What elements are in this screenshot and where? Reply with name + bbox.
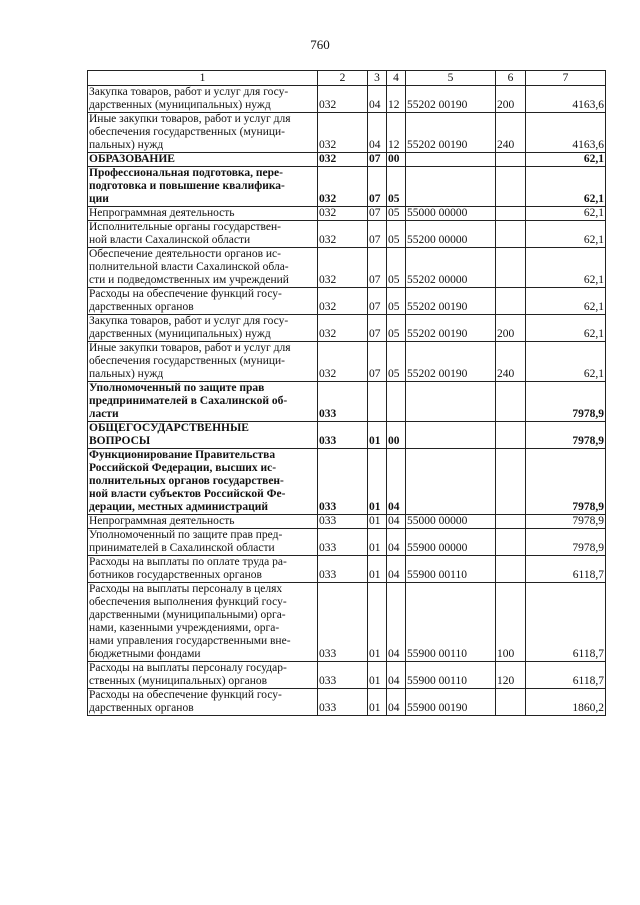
amount-cell: 6118,7 bbox=[526, 583, 606, 662]
amount-cell: 7978,9 bbox=[526, 382, 606, 422]
expense-type-cell bbox=[496, 422, 526, 449]
subsection-cell: 04 bbox=[387, 449, 406, 515]
table-row bbox=[88, 422, 606, 449]
expense-type-cell bbox=[496, 248, 526, 288]
amount-cell: 62,1 bbox=[526, 221, 606, 248]
row-name-cell: Функционирование Правительства Российской Федерации, высших ис- полнительных органов государствен- ной власти субъектов Российской Фе- дерации, местных администраций bbox=[88, 449, 318, 515]
target-article-cell bbox=[406, 382, 496, 422]
subsection-cell: 00 bbox=[387, 153, 406, 167]
expense-type-cell bbox=[496, 153, 526, 167]
expense-type-cell: 120 bbox=[496, 662, 526, 689]
section-cell: 07 bbox=[368, 248, 387, 288]
row-name-cell: Расходы на выплаты персоналу государ- ственных (муниципальных) органов bbox=[88, 662, 318, 689]
section-cell: 07 bbox=[368, 315, 387, 342]
expense-type-cell bbox=[496, 689, 526, 716]
subsection-cell: 05 bbox=[387, 288, 406, 315]
expense-type-cell: 240 bbox=[496, 342, 526, 382]
section-cell: 07 bbox=[368, 221, 387, 248]
target-article-cell: 55900 00110 bbox=[406, 556, 496, 583]
section-cell: 01 bbox=[368, 689, 387, 716]
code-cell: 033 bbox=[318, 422, 368, 449]
subsection-cell: 04 bbox=[387, 662, 406, 689]
row-name-cell: Расходы на обеспечение функций госу- дарственных органов bbox=[88, 288, 318, 315]
row-name-cell: Расходы на выплаты по оплате труда ра- ботников государственных органов bbox=[88, 556, 318, 583]
section-cell: 04 bbox=[368, 113, 387, 153]
target-article-cell: 55202 00190 bbox=[406, 113, 496, 153]
target-article-cell: 55900 00190 bbox=[406, 689, 496, 716]
code-cell: 033 bbox=[318, 449, 368, 515]
subsection-cell: 05 bbox=[387, 221, 406, 248]
amount-cell: 7978,9 bbox=[526, 422, 606, 449]
section-cell: 04 bbox=[368, 86, 387, 113]
amount-cell: 62,1 bbox=[526, 167, 606, 207]
column-header: 2 bbox=[318, 71, 368, 86]
row-name-cell: ОБРАЗОВАНИЕ bbox=[88, 153, 318, 167]
target-article-cell: 55202 00190 bbox=[406, 315, 496, 342]
section-cell: 01 bbox=[368, 662, 387, 689]
table-row bbox=[88, 167, 606, 207]
table-body bbox=[88, 86, 606, 716]
row-name-cell: Обеспечение деятельности органов ис- полнительной власти Сахалинской обла- сти и подведомственных им учреждений bbox=[88, 248, 318, 288]
row-name-cell: Профессиональная подготовка, пере- подготовка и повышение квалифика- ции bbox=[88, 167, 318, 207]
amount-cell: 62,1 bbox=[526, 207, 606, 221]
table-row bbox=[88, 288, 606, 315]
section-cell: 07 bbox=[368, 288, 387, 315]
target-article-cell: 55900 00000 bbox=[406, 529, 496, 556]
table-row bbox=[88, 515, 606, 529]
code-cell: 032 bbox=[318, 167, 368, 207]
amount-cell: 62,1 bbox=[526, 153, 606, 167]
target-article-cell: 55202 00190 bbox=[406, 288, 496, 315]
table-row bbox=[88, 556, 606, 583]
subsection-cell: 04 bbox=[387, 515, 406, 529]
target-article-cell: 55000 00000 bbox=[406, 515, 496, 529]
table-row bbox=[88, 113, 606, 153]
section-cell bbox=[368, 382, 387, 422]
subsection-cell: 04 bbox=[387, 556, 406, 583]
row-name-cell: Иные закупки товаров, работ и услуг для обеспечения государственных (муници- пальных) нужд bbox=[88, 342, 318, 382]
column-header: 4 bbox=[387, 71, 406, 86]
table-row bbox=[88, 86, 606, 113]
subsection-cell: 04 bbox=[387, 689, 406, 716]
section-cell: 07 bbox=[368, 207, 387, 221]
code-cell: 032 bbox=[318, 207, 368, 221]
column-header: 7 bbox=[526, 71, 606, 86]
target-article-cell: 55202 00000 bbox=[406, 248, 496, 288]
column-header: 6 bbox=[496, 71, 526, 86]
code-cell: 032 bbox=[318, 288, 368, 315]
subsection-cell: 04 bbox=[387, 583, 406, 662]
code-cell: 033 bbox=[318, 689, 368, 716]
code-cell: 033 bbox=[318, 556, 368, 583]
code-cell: 032 bbox=[318, 342, 368, 382]
table-row bbox=[88, 662, 606, 689]
expense-type-cell: 100 bbox=[496, 583, 526, 662]
expense-type-cell bbox=[496, 556, 526, 583]
table-row bbox=[88, 153, 606, 167]
row-name-cell: Уполномоченный по защите прав предпринимателей в Сахалинской об- ласти bbox=[88, 382, 318, 422]
subsection-cell: 12 bbox=[387, 113, 406, 153]
amount-cell: 62,1 bbox=[526, 315, 606, 342]
row-name-cell: ОБЩЕГОСУДАРСТВЕННЫЕ ВОПРОСЫ bbox=[88, 422, 318, 449]
code-cell: 033 bbox=[318, 529, 368, 556]
column-header: 1 bbox=[88, 71, 318, 86]
section-cell: 07 bbox=[368, 342, 387, 382]
subsection-cell: 05 bbox=[387, 315, 406, 342]
code-cell: 033 bbox=[318, 382, 368, 422]
row-name-cell: Расходы на обеспечение функций госу- дарственных органов bbox=[88, 689, 318, 716]
row-name-cell: Непрограммная деятельность bbox=[88, 207, 318, 221]
subsection-cell: 05 bbox=[387, 207, 406, 221]
code-cell: 032 bbox=[318, 113, 368, 153]
target-article-cell: 55202 00190 bbox=[406, 342, 496, 382]
code-cell: 033 bbox=[318, 583, 368, 662]
code-cell: 032 bbox=[318, 86, 368, 113]
table-row bbox=[88, 689, 606, 716]
row-name-cell: Расходы на выплаты персоналу в целях обеспечения выполнения функций госу- дарственными (муниципальными) орга- нами, казенными учреждениями, орга- нами управления государственными вне- бюджетными фондами bbox=[88, 583, 318, 662]
amount-cell: 7978,9 bbox=[526, 529, 606, 556]
section-cell: 01 bbox=[368, 529, 387, 556]
target-article-cell bbox=[406, 422, 496, 449]
target-article-cell bbox=[406, 153, 496, 167]
table-header-row bbox=[88, 71, 606, 86]
target-article-cell: 55000 00000 bbox=[406, 207, 496, 221]
row-name-cell: Исполнительные органы государствен- ной власти Сахалинской области bbox=[88, 221, 318, 248]
amount-cell: 62,1 bbox=[526, 342, 606, 382]
expense-type-cell bbox=[496, 207, 526, 221]
expense-type-cell: 200 bbox=[496, 315, 526, 342]
table-row bbox=[88, 315, 606, 342]
table-row bbox=[88, 342, 606, 382]
budget-table bbox=[87, 70, 606, 716]
subsection-cell: 05 bbox=[387, 342, 406, 382]
subsection-cell: 05 bbox=[387, 248, 406, 288]
amount-cell: 6118,7 bbox=[526, 556, 606, 583]
expense-type-cell bbox=[496, 288, 526, 315]
section-cell: 07 bbox=[368, 153, 387, 167]
table-row bbox=[88, 449, 606, 515]
expense-type-cell: 240 bbox=[496, 113, 526, 153]
row-name-cell: Уполномоченный по защите прав пред- принимателей в Сахалинской области bbox=[88, 529, 318, 556]
table-row bbox=[88, 583, 606, 662]
target-article-cell bbox=[406, 449, 496, 515]
amount-cell: 62,1 bbox=[526, 248, 606, 288]
section-cell: 07 bbox=[368, 167, 387, 207]
section-cell: 01 bbox=[368, 422, 387, 449]
amount-cell: 6118,7 bbox=[526, 662, 606, 689]
column-header: 3 bbox=[368, 71, 387, 86]
expense-type-cell bbox=[496, 449, 526, 515]
page-number: 760 bbox=[310, 37, 330, 52]
amount-cell: 7978,9 bbox=[526, 449, 606, 515]
subsection-cell: 12 bbox=[387, 86, 406, 113]
code-cell: 032 bbox=[318, 153, 368, 167]
amount-cell: 7978,9 bbox=[526, 515, 606, 529]
row-name-cell: Иные закупки товаров, работ и услуг для обеспечения государственных (муници- пальных) нужд bbox=[88, 113, 318, 153]
subsection-cell bbox=[387, 382, 406, 422]
amount-cell: 4163,6 bbox=[526, 86, 606, 113]
section-cell: 01 bbox=[368, 449, 387, 515]
target-article-cell: 55202 00190 bbox=[406, 86, 496, 113]
row-name-cell: Закупка товаров, работ и услуг для госу- дарственных (муниципальных) нужд bbox=[88, 315, 318, 342]
code-cell: 032 bbox=[318, 315, 368, 342]
expense-type-cell bbox=[496, 382, 526, 422]
section-cell: 01 bbox=[368, 583, 387, 662]
row-name-cell: Непрограммная деятельность bbox=[88, 515, 318, 529]
expense-type-cell: 200 bbox=[496, 86, 526, 113]
table-row bbox=[88, 248, 606, 288]
code-cell: 032 bbox=[318, 221, 368, 248]
row-name-cell: Закупка товаров, работ и услуг для госу- дарственных (муниципальных) нужд bbox=[88, 86, 318, 113]
expense-type-cell bbox=[496, 529, 526, 556]
target-article-cell: 55900 00110 bbox=[406, 662, 496, 689]
amount-cell: 1860,2 bbox=[526, 689, 606, 716]
column-header: 5 bbox=[406, 71, 496, 86]
subsection-cell: 00 bbox=[387, 422, 406, 449]
subsection-cell: 04 bbox=[387, 529, 406, 556]
code-cell: 033 bbox=[318, 662, 368, 689]
target-article-cell: 55200 00000 bbox=[406, 221, 496, 248]
table-row bbox=[88, 207, 606, 221]
table-row bbox=[88, 221, 606, 248]
subsection-cell: 05 bbox=[387, 167, 406, 207]
target-article-cell: 55900 00110 bbox=[406, 583, 496, 662]
target-article-cell bbox=[406, 167, 496, 207]
table-row bbox=[88, 529, 606, 556]
expense-type-cell bbox=[496, 167, 526, 207]
code-cell: 033 bbox=[318, 515, 368, 529]
amount-cell: 62,1 bbox=[526, 288, 606, 315]
expense-type-cell bbox=[496, 221, 526, 248]
section-cell: 01 bbox=[368, 515, 387, 529]
code-cell: 032 bbox=[318, 248, 368, 288]
table-row bbox=[88, 382, 606, 422]
expense-type-cell bbox=[496, 515, 526, 529]
amount-cell: 4163,6 bbox=[526, 113, 606, 153]
section-cell: 01 bbox=[368, 556, 387, 583]
